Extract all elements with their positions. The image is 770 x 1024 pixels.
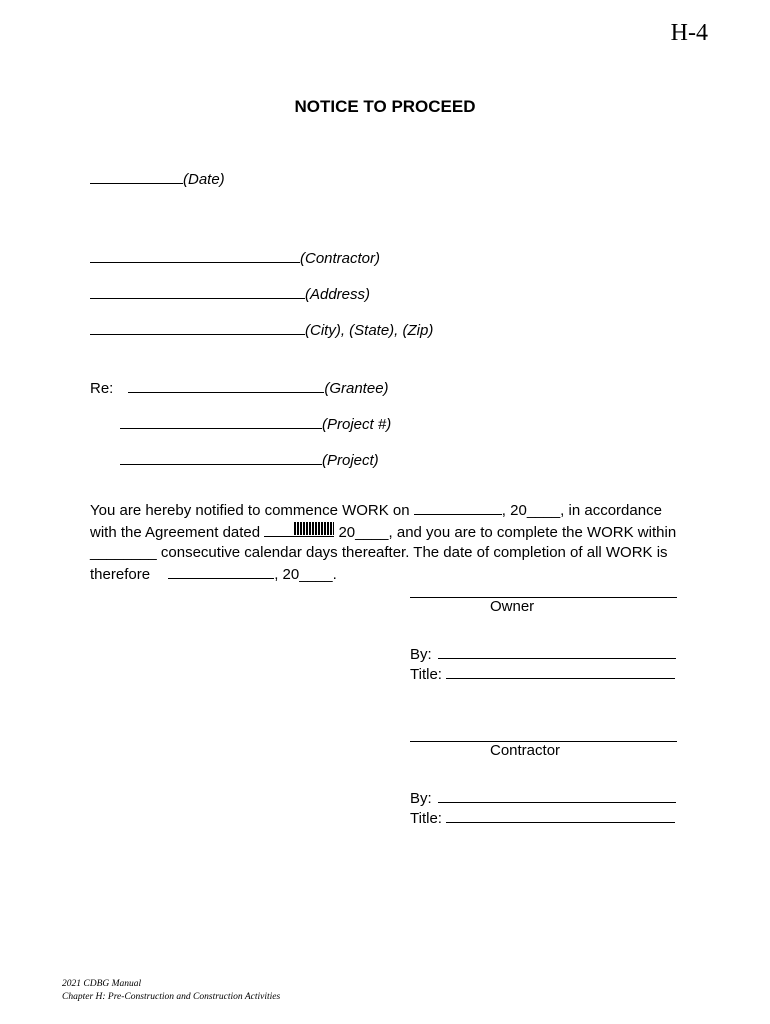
paragraph-line-4 <box>90 564 690 586</box>
contractor-by-field <box>410 788 676 807</box>
owner-signature-line[interactable] <box>410 597 677 598</box>
project-number-label: (Project #) <box>322 416 392 433</box>
grantee-blank[interactable] <box>128 378 324 393</box>
by-label: By: <box>410 790 432 807</box>
paragraph-line-3: ________ consecutive calendar days thereafter. The date of completion of all WORK is <box>90 544 668 561</box>
paragraph-text: , 20____. <box>274 565 337 583</box>
paragraph-line-2 <box>90 522 690 544</box>
footer-line-1: 2021 CDBG Manual <box>62 979 142 989</box>
date-blank[interactable] <box>90 169 183 184</box>
title-label: Title: <box>410 810 442 827</box>
garbled-text-mark <box>294 522 334 535</box>
contractor-title-field <box>410 808 675 827</box>
owner-by-field <box>410 644 676 663</box>
project-label: (Project) <box>322 452 379 469</box>
by-label: By: <box>410 646 432 663</box>
grantee-label: (Grantee) <box>324 380 389 397</box>
paragraph-text: , 20____, in accordance <box>501 502 662 519</box>
contractor-field <box>90 248 380 267</box>
contractor-blank[interactable] <box>90 248 300 263</box>
address-label: (Address) <box>305 286 371 303</box>
contractor-label-sig: Contractor <box>490 742 561 759</box>
owner-label: Owner <box>490 598 535 615</box>
title-label: Title: <box>410 666 442 683</box>
paragraph-text: You are hereby notified to commence WORK on <box>90 502 410 519</box>
contractor-by-blank[interactable] <box>438 788 676 803</box>
page-number: H-4 <box>670 20 708 46</box>
city-state-zip-blank[interactable] <box>90 320 305 335</box>
paragraph-line-1 <box>90 500 690 522</box>
owner-title-field <box>410 664 675 683</box>
project-field <box>120 450 379 469</box>
city-state-zip-label: (City), (State), (Zip) <box>305 322 434 339</box>
paragraph-text: 20____, and you are to complete the WORK within <box>334 523 677 541</box>
footer-line-2: Chapter H: Pre-Construction and Construction Activities <box>62 992 281 1002</box>
date-label: (Date) <box>183 171 225 188</box>
date-field <box>90 169 225 188</box>
contractor-title-blank[interactable] <box>446 808 675 823</box>
agreement-date-blank[interactable] <box>264 522 334 537</box>
page-title: NOTICE TO PROCEED <box>294 97 476 116</box>
city-state-zip-field <box>90 320 433 339</box>
notice-paragraph <box>90 500 690 585</box>
project-blank[interactable] <box>120 450 322 465</box>
commence-date-blank[interactable] <box>414 500 502 515</box>
project-number-blank[interactable] <box>120 414 322 429</box>
completion-date-blank[interactable] <box>168 564 274 579</box>
re-grantee-field <box>90 378 389 397</box>
address-blank[interactable] <box>90 284 305 299</box>
paragraph-text: with the Agreement dated <box>90 523 261 541</box>
owner-by-blank[interactable] <box>438 644 676 659</box>
paragraph-text: therefore <box>90 565 151 583</box>
address-field <box>90 284 370 303</box>
owner-title-blank[interactable] <box>446 664 675 679</box>
re-label: Re: <box>90 380 114 397</box>
project-number-field <box>120 414 391 433</box>
contractor-label: (Contractor) <box>300 250 381 267</box>
